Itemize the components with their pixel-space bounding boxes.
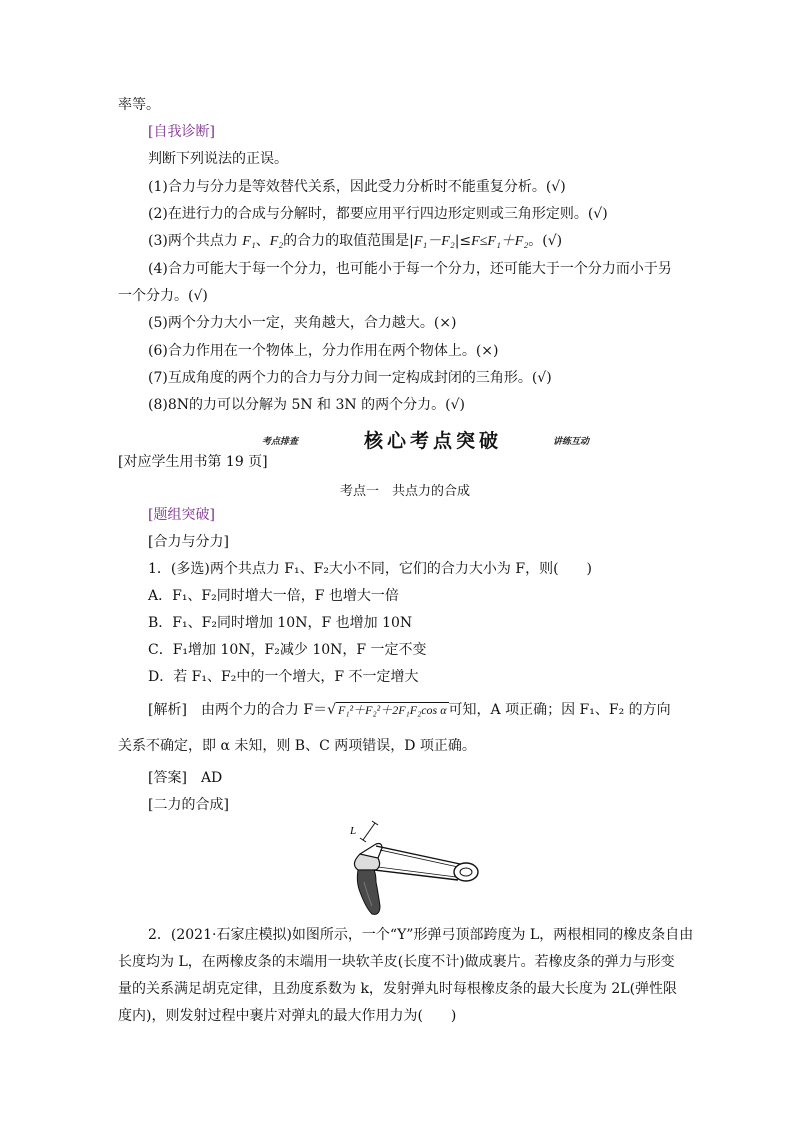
page-reference: [对应学生用书第 19 页] [118, 454, 268, 470]
banner-title: 核心考点突破 [364, 430, 503, 452]
question-2-cont: 量的关系满足胡克定律，且劲度系数为 k，发射弹丸时每根橡皮条的最大长度为 2L(弹性限 [118, 981, 678, 997]
option-d: D．若 F₁、F₂中的一个增大，F 不一定增大 [148, 669, 419, 685]
text-run: 。(√) [528, 233, 563, 249]
option-a: A．F₁、F₂同时增大一倍，F 也增大一倍 [148, 588, 399, 604]
group-title: [题组突破] [148, 507, 215, 523]
statement-6: (6)合力作用在一个物体上，分力作用在两个物体上。(×) [148, 343, 499, 359]
question-2: 2．(2021·石家庄模拟)如图所示，一个“Y”形弹弓顶部跨度为 L，两根相同的橡皮条自由 [148, 927, 694, 943]
statement-5: (5)两个分力大小一定，夹角越大，合力越大。(×) [148, 315, 457, 331]
statement-4: (4)合力可能大于每一个分力，也可能小于每一个分力，还可能大于一个分力而小于另 [148, 261, 672, 277]
statement-7: (7)互成角度的两个力的合力与分力间一定构成封闭的三角形。(√) [148, 370, 552, 386]
option-c: C．F₁增加 10N，F₂减少 10N，F 一定不变 [148, 642, 427, 658]
text-run: (3)两个共点力 [148, 233, 238, 249]
analysis-line [148, 700, 671, 720]
option-b: B．F₁、F₂同时增加 10N，F 也增加 10N [148, 615, 413, 631]
answer-line [148, 768, 222, 788]
answer-label: [答案] [148, 770, 187, 786]
statement-8: (8)8N的力可以分解为 5N 和 3N 的两个分力。(√) [148, 397, 465, 413]
text-run: 、 [255, 233, 270, 249]
text-run: |≤ [454, 233, 472, 249]
banner-right: 讲练互动 [553, 437, 590, 447]
sqrt-formula: √ F₁²＋F₂²＋2F₁F₂cos α [327, 702, 447, 718]
text-run: 由两个力的合力 F＝ [200, 702, 328, 718]
text-run: 可知，A 项正确；因 F₁、F₂ 的方向 [448, 702, 671, 718]
statement-2: (2)在进行力的合成与分解时，都要应用平行四边形定则或三角形定则。(√) [148, 206, 608, 222]
question-2-cont: 长度均为 L，在两橡皮条的末端用一块软羊皮(长度不计)做成裹片。若橡皮条的弹力与形变 [118, 954, 675, 970]
text-line: 率等。 [118, 97, 160, 113]
statement-3 [148, 231, 562, 252]
answer-value: AD [200, 770, 223, 786]
question-1: 1．(多选)两个共点力 F₁、F₂大小不同，它们的合力大小为 F，则( ) [148, 561, 593, 577]
analysis-cont: 关系不确定，即 α 未知，则 B、C 两项错误，D 项正确。 [118, 738, 476, 754]
statement-4-cont: 一个分力。(√) [118, 288, 208, 304]
math-f1: F₁ [242, 234, 256, 249]
dimension-label: L [350, 825, 357, 837]
topic-heading: 考点一 共点力的合成 [340, 484, 471, 499]
subsection-title: [二力的合成] [148, 797, 229, 813]
text-run: 的合力的取值范围是| [283, 233, 414, 249]
math-f2: F₂ [269, 234, 284, 249]
subsection-title: [合力与分力] [148, 534, 229, 550]
analysis-label: [解析] [148, 702, 187, 718]
formula-radicand: F₁²＋F₂²＋2F₁F₂cos α [338, 703, 447, 717]
question-2-cont: 度内)，则发射过程中裹片对弹丸的最大作用力为( ) [118, 1008, 457, 1024]
statement-1: (1)合力与分力是等效替代关系，因此受力分析时不能重复分析。(√) [148, 179, 566, 195]
math-diff: F₁－F₂ [413, 234, 455, 249]
text-line: 判断下列说法的正误。 [148, 151, 288, 167]
banner-left: 考点排查 [262, 437, 299, 447]
math-sum: F≤F₁＋F₂ [471, 234, 529, 249]
slingshot-figure [338, 820, 488, 916]
self-check-title: [自我诊断] [148, 124, 215, 140]
